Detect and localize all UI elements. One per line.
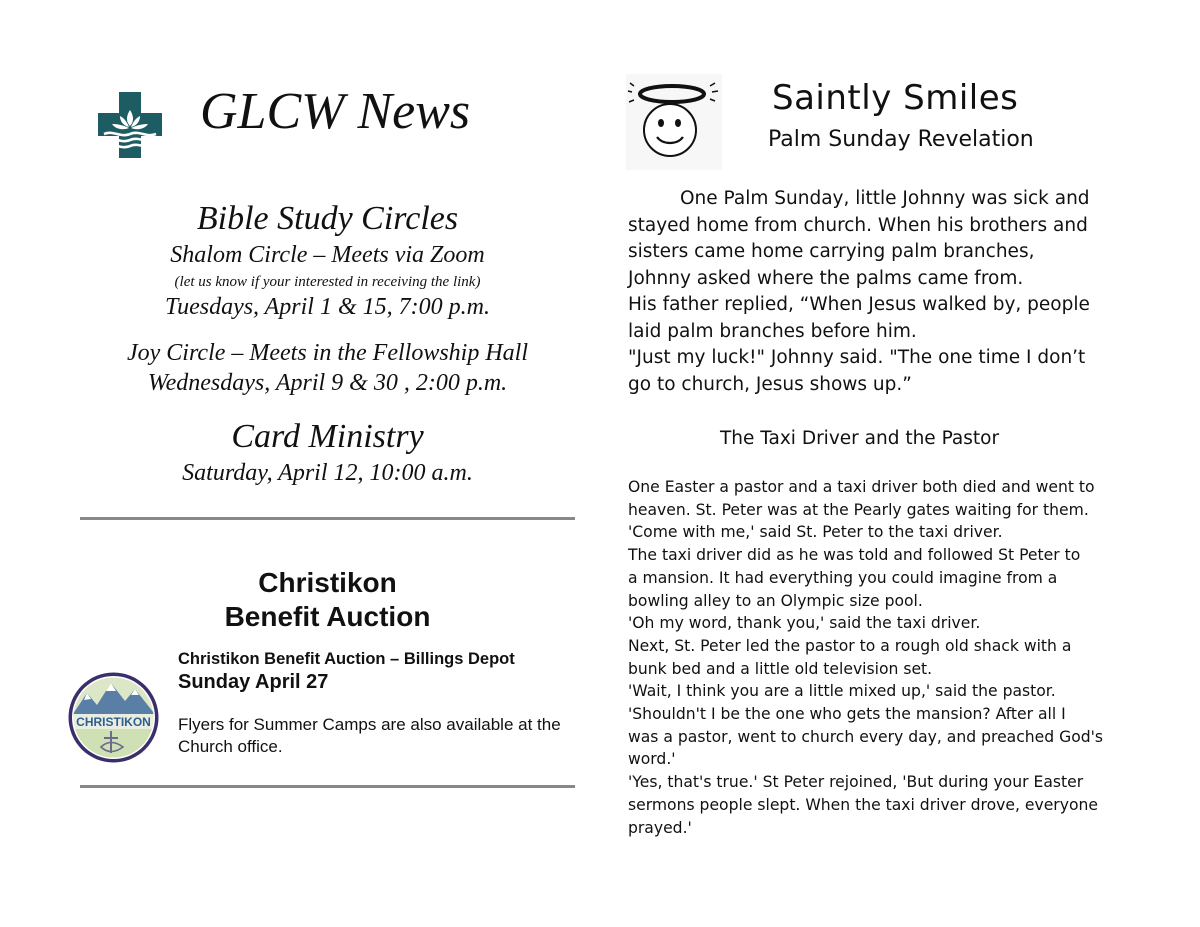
christikon-logo-text: CHRISTIKON	[76, 715, 151, 729]
auction-flyers-note: Flyers for Summer Camps are also available at the Church office.	[178, 715, 561, 756]
joke2-line: bunk bed and a little old television set.	[628, 659, 933, 678]
auction-detail: Christikon Benefit Auction – Billings Depot	[178, 650, 515, 668]
joke2-line: a mansion. It had everything you could imagine from a	[628, 568, 1058, 587]
joke2-line: 'Yes, that's true.' St Peter rejoined, 'But during your Easter	[628, 773, 1084, 792]
joke2-line: 'Shouldn't I be the one who gets the mansion? After all I	[628, 705, 1066, 724]
joke2-line: One Easter a pastor and a taxi driver both died and went to	[628, 478, 1095, 496]
shalom-circle-line: Shalom Circle – Meets via Zoom	[170, 242, 485, 268]
joke1-line: "Just my luck!" Johnny said. "The one time I don’t	[628, 347, 1086, 368]
joke1-title: Palm Sunday Revelation	[768, 127, 1034, 152]
column-title: Saintly Smiles	[772, 78, 1019, 118]
joke1-line: sisters came home carrying palm branches,	[628, 241, 1035, 262]
joke1-line: Johnny asked where the palms came from.	[628, 267, 1024, 289]
joy-circle-line: Joy Circle – Meets in the Fellowship Hall	[126, 340, 529, 366]
joke2-line: prayed.'	[628, 818, 692, 837]
joke2-body	[628, 476, 1128, 839]
joke2-line: sermons people slept. When the taxi driver drove, everyone	[628, 795, 1098, 814]
joke2-line: word.'	[628, 750, 676, 769]
joke2-line: 'Come with me,' said St. Peter to the taxi driver.	[628, 523, 1003, 542]
joke2-line: Next, St. Peter led the pastor to a rough old shack with a	[628, 636, 1072, 655]
halo-smiley-icon	[626, 74, 722, 170]
joke2-line: heaven. St. Peter was at the Pearly gates waiting for them.	[628, 500, 1089, 519]
joke2-line: The taxi driver did as he was told and followed St Peter to	[628, 546, 1081, 565]
newsletter-title: GLCW News	[200, 83, 471, 140]
auction-date: Sunday April 27	[178, 671, 329, 693]
auction-heading-line2: Benefit Auction	[224, 601, 431, 632]
card-ministry-heading: Card Ministry	[231, 418, 424, 455]
joke2-line: 'Wait, I think you are a little mixed up,' said the pastor.	[628, 682, 1056, 701]
shalom-circle-time: Tuesdays, April 1 & 15, 7:00 p.m.	[165, 294, 490, 320]
joke1-line: laid palm branches before him.	[628, 320, 917, 342]
joke2-line: 'Oh my word, thank you,' said the taxi driver.	[628, 614, 981, 633]
joke1-line: go to church, Jesus shows up.”	[628, 373, 912, 395]
joke1-body	[628, 186, 1128, 398]
auction-heading-line1: Christikon	[258, 567, 397, 598]
christikon-mountain-logo	[67, 671, 160, 764]
card-ministry-time: Saturday, April 12, 10:00 a.m.	[182, 460, 473, 486]
joke1-line: His father replied, “When Jesus walked by, people	[628, 294, 1090, 315]
auction-heading	[200, 566, 455, 634]
joke1-line: stayed home from church. When his brothers and	[628, 214, 1088, 236]
joke2-line: was a pastor, went to church every day, and preached God's	[628, 727, 1104, 746]
divider	[80, 785, 575, 788]
joke1-line: One Palm Sunday, little Johnny was sick and	[680, 188, 1090, 209]
bible-study-heading: Bible Study Circles	[196, 200, 459, 237]
joke2-title: The Taxi Driver and the Pastor	[720, 428, 1000, 449]
joy-circle-time: Wednesdays, April 9 & 30 , 2:00 p.m.	[147, 370, 508, 396]
cross-lotus-icon	[98, 92, 162, 158]
joke2-line: bowling alley to an Olympic size pool.	[628, 591, 923, 610]
shalom-circle-note: (let us know if your interested in receiving the link)	[174, 274, 481, 290]
divider	[80, 517, 575, 520]
